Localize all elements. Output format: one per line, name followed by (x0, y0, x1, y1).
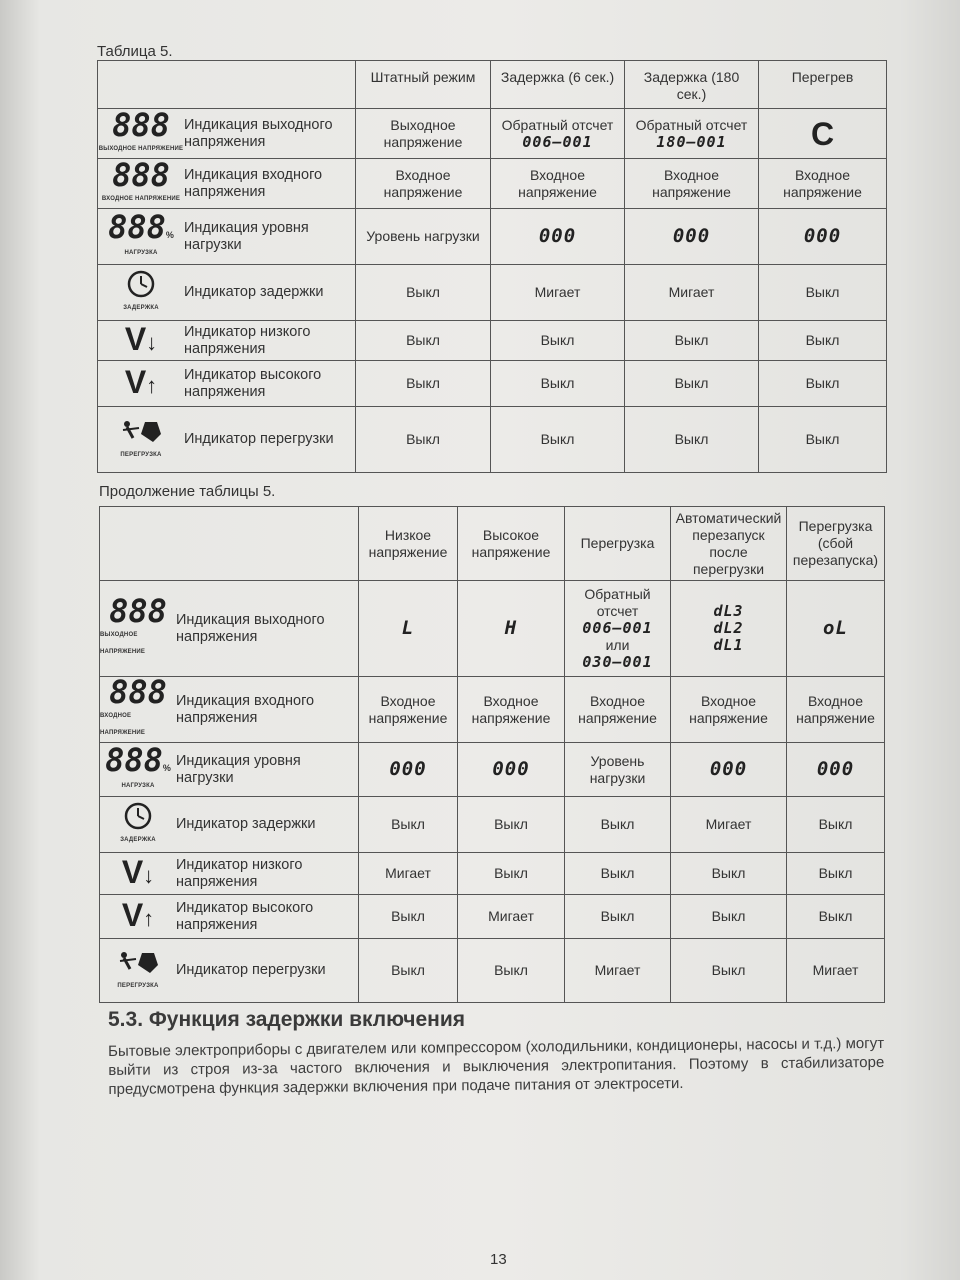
table-cell: Выкл (458, 853, 565, 895)
seven-seg-value: 000 (803, 224, 842, 247)
table2-header: Высокое напряжение (458, 507, 565, 581)
table-row (100, 581, 885, 677)
table1 (97, 60, 887, 473)
row-label: Индикатор задержки (184, 284, 324, 300)
table1-header: Задержка (180 сек.) (625, 61, 759, 109)
table-cell: Выкл (787, 853, 885, 895)
table-cell: Мигает (359, 853, 458, 895)
table-cell: Мигает (491, 265, 625, 321)
table1-header: Перегрев (759, 61, 887, 109)
row-label: Индикация входного напряжения (176, 692, 315, 726)
overload-icon: ПЕРЕГРУЗКА (98, 416, 184, 464)
table-row (100, 895, 885, 939)
row-label: Индикатор высокого напряжения (176, 899, 314, 933)
table-row (100, 797, 885, 853)
seven-seg-load-icon: 888% НАГРУЗКА (108, 208, 174, 256)
clock-icon: ЗАДЕРЖКА (98, 269, 184, 317)
table-cell: Входное напряжение (458, 677, 565, 743)
table-cell: Выкл (356, 361, 491, 407)
row-label: Индикатор перегрузки (184, 431, 334, 447)
seven-seg-value: L (401, 616, 415, 639)
v-up-icon: V↑ (121, 896, 155, 933)
table-row (98, 265, 887, 321)
table-cell: Выкл (625, 361, 759, 407)
table-row (100, 853, 885, 895)
table-cell: Выкл (359, 939, 458, 1003)
row-label: Индикатор низкого напряжения (184, 323, 311, 357)
table-cell: Обратный отсчет 006—001 (491, 109, 625, 159)
table-cell (671, 581, 787, 677)
table-cell: Выкл (787, 797, 885, 853)
table-cell (359, 743, 458, 797)
table-cell: Выкл (491, 407, 625, 473)
table-cell: Выкл (458, 939, 565, 1003)
table1-header: Задержка (6 сек.) (491, 61, 625, 109)
table-cell: Выкл (359, 797, 458, 853)
row-label: Индикация входного напряжения (184, 166, 323, 200)
clock-icon: ЗАДЕРЖКА (100, 801, 176, 849)
seven-seg-value: dL2 (713, 619, 744, 637)
table-cell: Выходное напряжение (356, 109, 491, 159)
table-cell: Входное напряжение (759, 159, 887, 209)
row-label: Индикация уровня нагрузки (176, 752, 301, 786)
v-down-icon: V↓ (121, 853, 155, 890)
seven-seg-value: 000 (672, 224, 711, 247)
table-cell: Выкл (759, 361, 887, 407)
section-paragraph: Бытовые электроприборы с двигателем или компрессором (холодильники, кондиционеры, насосы и т.д.) могут выйти из строя из-за частого включения и выключения электропитания. Поэтому в стабилизаторе предусмотрена функция задержки включения при подаче питания от электросети. (108, 1034, 885, 1098)
table1-header-row (98, 61, 887, 109)
table-cell: Выкл (671, 895, 787, 939)
table-cell: Мигает (565, 939, 671, 1003)
row-label: Индикатор задержки (176, 816, 316, 832)
seven-seg-output-icon: 888 ВЫХОДНОЕ НАПРЯЖЕНИЕ (98, 108, 184, 152)
table-cell (759, 209, 887, 265)
table2-header-row (100, 507, 885, 581)
table-row (98, 361, 887, 407)
table-row (98, 407, 887, 473)
table1-header: Штатный режим (356, 61, 491, 109)
seven-seg-value: 000 (816, 757, 855, 780)
table-cell: Мигает (671, 797, 787, 853)
table-cell: Выкл (787, 895, 885, 939)
table-cell (671, 743, 787, 797)
seven-seg-value: 006—001 (582, 619, 653, 637)
page-number: 13 (490, 1251, 507, 1268)
table2-header: Низкое напряжение (359, 507, 458, 581)
table-cell: Входное напряжение (359, 677, 458, 743)
row-label: Индикация выходного напряжения (176, 611, 325, 645)
table-cell: Входное напряжение (671, 677, 787, 743)
seven-seg-value: 030—001 (582, 653, 653, 671)
row-label: Индикатор высокого напряжения (184, 366, 322, 400)
seven-seg-value: 180—001 (656, 132, 727, 151)
table-cell: Выкл (356, 265, 491, 321)
table-cell: Выкл (671, 853, 787, 895)
seven-seg-value: 000 (538, 224, 577, 247)
table-cell (759, 109, 887, 159)
section-heading: 5.3. Функция задержки включения (108, 1008, 465, 1031)
table-cell: Выкл (625, 321, 759, 361)
seven-seg-value: 000 (709, 757, 748, 780)
table-cell (359, 581, 458, 677)
table-cell: Мигает (787, 939, 885, 1003)
seven-seg-value: dL1 (713, 636, 744, 654)
table-cell: Выкл (491, 321, 625, 361)
table-cell: Выкл (759, 321, 887, 361)
table-cell (491, 209, 625, 265)
table-row (98, 159, 887, 209)
table2-header: Перегрузка (сбой перезапуска) (787, 507, 885, 581)
table-cell: Выкл (356, 321, 491, 361)
overload-icon: ПЕРЕГРУЗКА (100, 947, 176, 995)
table-cell: Обратный отсчет 006—001 или 030—001 (565, 581, 671, 677)
table-cell: Входное напряжение (356, 159, 491, 209)
v-down-icon: V↓ (124, 320, 158, 357)
row-label: Индикация уровня нагрузки (184, 219, 309, 253)
table-cell (787, 743, 885, 797)
seven-seg-value: 006—001 (522, 132, 593, 151)
row-label: Индикатор перегрузки (176, 962, 326, 978)
seven-seg-value: H (504, 616, 518, 639)
table-cell: Выкл (565, 895, 671, 939)
table-cell: Обратный отсчет 180—001 (625, 109, 759, 159)
table1-caption: Таблица 5. (97, 43, 173, 60)
table-row (98, 109, 887, 159)
table-cell: Мигает (625, 265, 759, 321)
table-cell (458, 581, 565, 677)
table-cell: Выкл (759, 265, 887, 321)
table-cell: Входное напряжение (787, 677, 885, 743)
table-cell: Выкл (458, 797, 565, 853)
table-cell: Выкл (565, 853, 671, 895)
seven-seg-value: dL3 (713, 602, 744, 620)
table-cell: Выкл (759, 407, 887, 473)
table2-header: Автоматический перезапуск после перегрузки (671, 507, 787, 581)
row-label: Индикация выходного напряжения (184, 116, 333, 150)
table2 (99, 506, 885, 1003)
table-row (98, 209, 887, 265)
seven-seg-input-icon: 888 ВХОДНОЕ НАПРЯЖЕНИЕ (101, 158, 181, 202)
table-cell: Входное напряжение (565, 677, 671, 743)
table-row (98, 321, 887, 361)
table-row (100, 939, 885, 1003)
seven-seg-value: 000 (389, 757, 427, 780)
table-cell (787, 581, 885, 677)
table-cell: Входное напряжение (625, 159, 759, 209)
table-cell: Выкл (565, 797, 671, 853)
table-cell: Мигает (458, 895, 565, 939)
seven-seg-value: oL (823, 616, 848, 639)
table-cell: Уровень нагрузки (565, 743, 671, 797)
table-cell: Уровень нагрузки (356, 209, 491, 265)
table2-caption: Продолжение таблицы 5. (99, 483, 276, 500)
seven-seg-load-icon: 888% НАГРУЗКА (105, 742, 171, 789)
seven-seg-output-icon: 888 ВЫХОДНОЕ НАПРЯЖЕНИЕ (100, 592, 167, 655)
seven-seg-input-icon: 888 ВХОДНОЕ НАПРЯЖЕНИЕ (100, 676, 167, 736)
table-cell (458, 743, 565, 797)
table-cell: Выкл (491, 361, 625, 407)
table-cell: Выкл (671, 939, 787, 1003)
table-cell: Выкл (356, 407, 491, 473)
table-cell (625, 209, 759, 265)
row-label: Индикатор низкого напряжения (176, 856, 303, 890)
v-up-icon: V↑ (124, 363, 158, 400)
table-row (100, 743, 885, 797)
table-row (100, 677, 885, 743)
table-cell: Входное напряжение (491, 159, 625, 209)
seven-seg-value: C (810, 115, 835, 152)
seven-seg-value: 000 (492, 757, 530, 780)
table2-header: Перегрузка (565, 507, 671, 581)
table-cell: Выкл (625, 407, 759, 473)
table-cell: Выкл (359, 895, 458, 939)
